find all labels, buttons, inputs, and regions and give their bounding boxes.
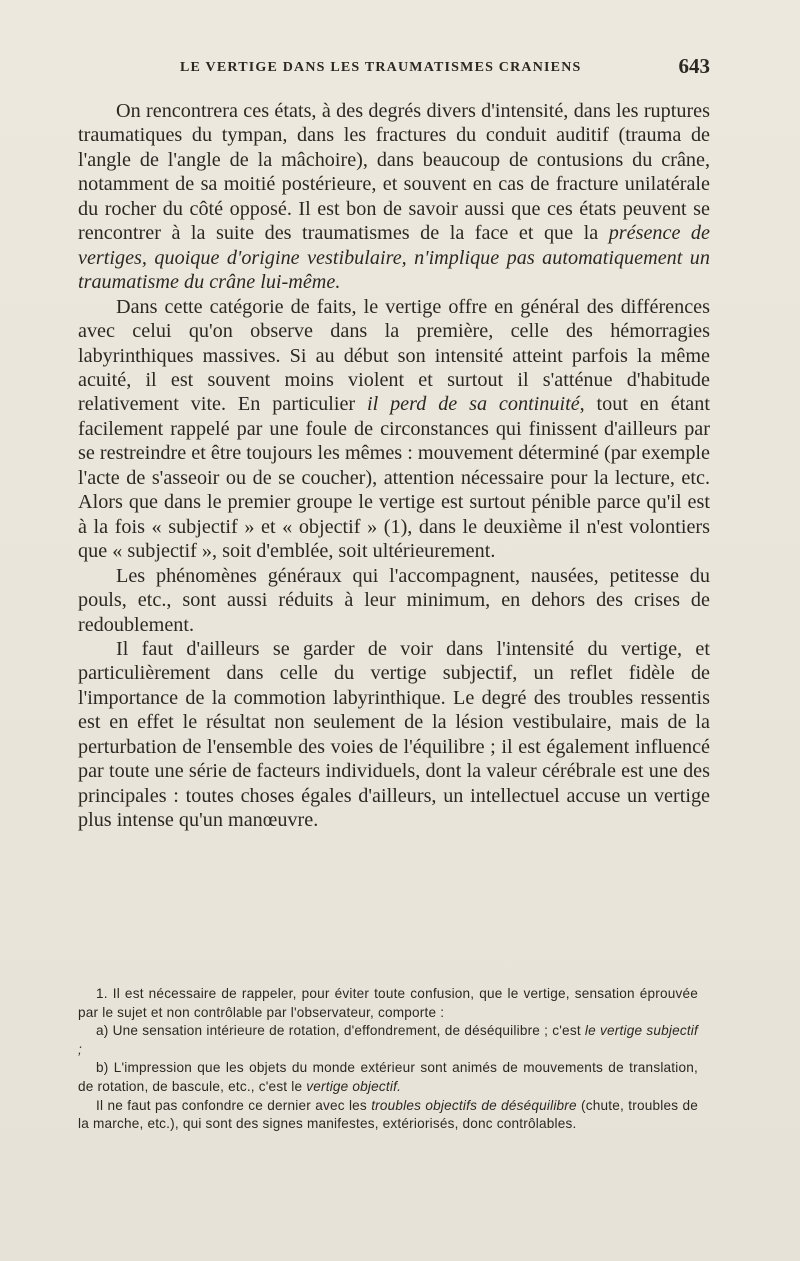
footnotes	[78, 985, 698, 1134]
footnote-1-c	[78, 1097, 698, 1134]
paragraph-4: Il faut d'ailleurs se garder de voir dans l'intensité du vertige, et particulièrement dans celle du vertige subjectif, un reflet fidèle de l'importance de la commotion labyrinthique. Le degré des troubles ressentis est en effet le résultat non seulement de la lésion vestibulaire, mais de la perturbation de l'ensemble des voies de l'équilibre ; il est également influencé par toute une série de facteurs individuels, dont la valeur cérébrale est une des principales : toutes choses égales d'ailleurs, un intellectuel accuse un vertige plus intense qu'un manœuvre.	[78, 637, 710, 832]
paragraph-2-emphasis: il perd de sa continuité	[367, 393, 580, 416]
paragraph-1-emphasis: présence de vertiges, quoique d'origine vestibulaire, n'implique pas automatiquement un traumatisme du crâne lui-même.	[78, 222, 710, 294]
paragraph-1-text: On rencontrera ces états, à des degrés divers d'intensité, dans les ruptures traumatiques du tympan, dans les fractures du conduit auditif (trauma de l'angle de l'angle de la mâchoire), dans beaucoup de contusions du crâne, notamment de sa moitié postérieure, et souvent en cas de fracture unilatérale du rocher du côté opposé. Il est bon de savoir aussi que ces états peuvent se rencontrer à la suite des traumatismes de la face et que la	[78, 100, 710, 245]
footnote-1-a-text: a) Une sensation intérieure de rotation, d'effondrement, de déséquilibre ; c'est	[96, 1023, 585, 1039]
paragraph-2-text-a: Dans cette catégorie de faits, le vertige offre en général des différences avec celui qu'on observe dans la première, celle des hémorragies labyrinthiques massives. Si au début son intensité atteint parfois la même acuité, il est souvent moins violent et surtout il s'atténue d'habitude relativement vite. En particulier	[78, 295, 710, 416]
paragraph-2	[78, 295, 710, 564]
body-text	[78, 99, 710, 833]
footnote-1-c-text-a: Il ne faut pas confondre ce dernier avec les	[96, 1097, 372, 1113]
footnote-1-b-emphasis: vertige objectif.	[306, 1078, 402, 1094]
footnote-1-a-emphasis: le vertige subjectif ;	[78, 1023, 699, 1057]
paragraph-3: Les phénomènes généraux qui l'accompagnent, nausées, petitesse du pouls, etc., sont aussi réduits à leur minimum, en dehors des crises de redoublement.	[78, 564, 710, 636]
footnote-1-b	[78, 1059, 698, 1096]
running-title: LE VERTIGE DANS LES TRAUMATISMES CRANIENS	[180, 60, 582, 75]
paragraph-1	[78, 99, 710, 295]
footnote-1-c-emphasis: troubles objectifs de déséquilibre	[371, 1097, 577, 1113]
page-number: 643	[678, 54, 710, 78]
paragraph-2-text-b: , tout en étant facilement rappelé par une foule de circonstances qui finissent d'ailleurs par se restreindre et être toujours les mêmes : mouvement déterminé (par exemple l'acte de s'asseoir ou de se coucher), attention nécessaire pour la lecture, etc. Alors que dans le premier groupe le vertige est surtout pénible parce qu'il est à la fois « subjectif » et « objectif » (1), dans le deuxième il n'est volontiers que « subjectif », soit d'emblée, soit ultérieurement.	[78, 393, 710, 563]
footnote-1-b-text: b) L'impression que les objets du monde extérieur sont animés de mouvements de translation, de rotation, de bascule, etc., c'est le	[78, 1060, 698, 1094]
footnote-1-a	[78, 1022, 698, 1059]
footnote-1: 1. Il est nécessaire de rappeler, pour éviter toute confusion, que le vertige, sensation éprouvée par le sujet et non contrôlable par l'observateur, comporte :	[78, 986, 698, 1020]
running-head	[78, 52, 710, 82]
footnote-1-c-text-b: (chute, troubles de la marche, etc.), qui sont des signes manifestes, extériorisés, donc contrôlables.	[78, 1097, 698, 1132]
